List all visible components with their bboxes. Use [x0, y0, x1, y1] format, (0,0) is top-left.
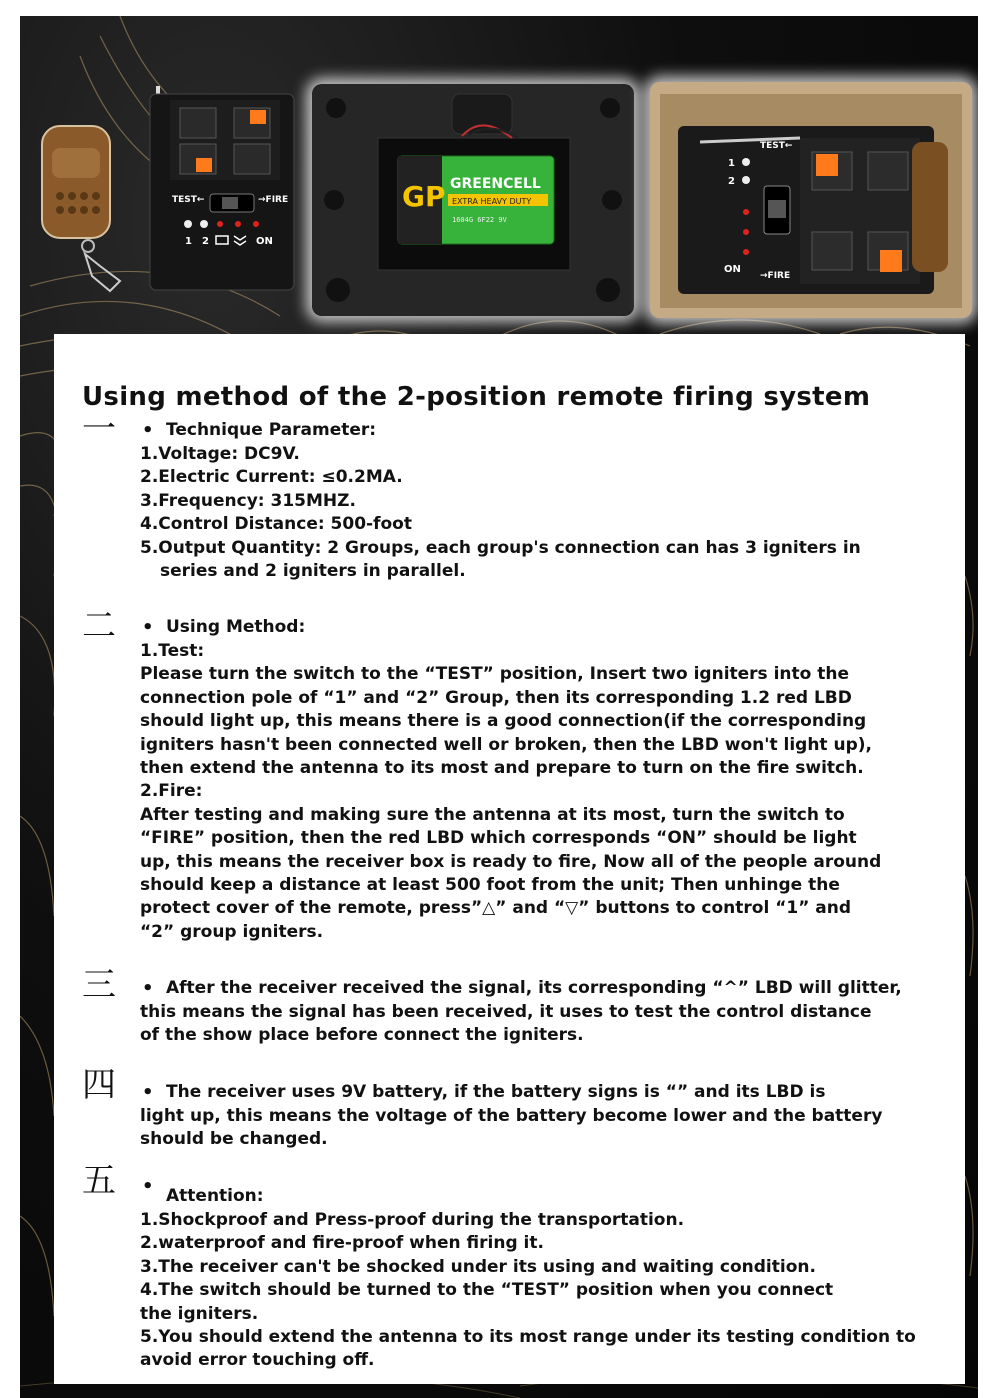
- line: should be changed.: [140, 1129, 328, 1150]
- boxed-ch2-label: 2: [728, 176, 735, 187]
- line: 3.The receiver can't be shocked under its using and waiting condition.: [140, 1256, 816, 1277]
- line: 4.Control Distance: 500-foot: [140, 514, 412, 535]
- section-lines: [140, 1209, 916, 1373]
- receiver-ch1-label: 1: [185, 236, 192, 247]
- line: 1.Shockproof and Press-proof during the transportation.: [140, 1210, 685, 1230]
- boxed-on-label: ON: [724, 264, 741, 275]
- receiver-test-label: TEST←: [172, 195, 205, 205]
- line: 2.Fire:: [140, 781, 203, 802]
- line: up, this means the receiver box is ready to fire, Now all of the people around: [140, 851, 882, 872]
- receiver-fire-label: →FIRE: [258, 195, 289, 205]
- line: protect cover of the remote, press”△” and “▽” buttons to control “1” and: [140, 898, 852, 919]
- bullet-dot: •: [142, 420, 154, 441]
- line: igniters hasn't been connected well or broken, then the LBD won't light up),: [140, 734, 872, 755]
- section-lines: [140, 443, 861, 583]
- boxed-ch1-label: 1: [728, 158, 735, 169]
- section-heading: The receiver uses 9V battery, if the battery signs is “” and its LBD is: [166, 1082, 826, 1102]
- battery-name: GREENCELL: [450, 176, 541, 192]
- battery-photo: [312, 84, 634, 316]
- bullet-dot: •: [142, 1082, 154, 1103]
- battery-code: 1604G 6F22 9V: [452, 216, 507, 224]
- line: 2.waterproof and fire-proof when firing it.: [140, 1233, 544, 1254]
- line: series and 2 igniters in parallel.: [160, 561, 466, 582]
- line: 3.Frequency: 315MHZ.: [140, 490, 356, 511]
- instruction-panel: [54, 334, 965, 1384]
- battery-duty: EXTRA HEAVY DUTY: [452, 197, 532, 206]
- line: After testing and making sure the antenna at its most, turn the switch to: [140, 804, 845, 825]
- line: 1.Voltage: DC9V.: [140, 444, 300, 464]
- line: should light up, this means there is a good connection(if the corresponding: [140, 711, 867, 732]
- page-frame: [20, 16, 978, 1398]
- section-numeral: 四: [82, 1065, 116, 1105]
- line: this means the signal has been received, it uses to test the control distance: [140, 1002, 872, 1022]
- remote-and-receiver-photo: [30, 86, 300, 301]
- line: 2.Electric Current: ≤0.2MA.: [140, 467, 403, 488]
- bullet-dot: •: [142, 1176, 154, 1197]
- line: 5.You should extend the antenna to its most range under its testing condition to: [140, 1327, 916, 1348]
- line: 1.Test:: [140, 641, 205, 661]
- boxed-receiver-illustration: [650, 82, 972, 318]
- section-lines: [140, 1105, 882, 1152]
- section-lines: [140, 640, 881, 944]
- section-numeral: 一: [82, 409, 116, 449]
- line: “FIRE” position, then the red LBD which corresponds “ON” should be light: [140, 828, 857, 849]
- line: Please turn the switch to the “TEST” position, Insert two igniters into the: [140, 664, 850, 685]
- section-numeral: 五: [82, 1161, 116, 1201]
- section-numeral: 二: [82, 606, 116, 646]
- section-lines: [140, 1001, 872, 1048]
- section-heading: After the receiver received the signal, its corresponding “^” LBD will glitter,: [166, 978, 902, 998]
- line: 4.The switch should be turned to the “TEST” position when you connect: [140, 1280, 834, 1301]
- receiver-ch2-label: 2: [202, 236, 209, 247]
- battery-brand: GP: [402, 180, 446, 213]
- line: “2” group igniters.: [140, 921, 324, 942]
- line: of the show place before connect the igniters.: [140, 1025, 584, 1046]
- section-heading: Technique Parameter:: [166, 420, 377, 440]
- page-title: Using method of the 2-position remote firing system: [82, 382, 871, 412]
- line: the igniters.: [140, 1303, 259, 1324]
- line: 5.Output Quantity: 2 Groups, each group's connection can has 3 igniters in: [140, 537, 861, 558]
- line: light up, this means the voltage of the battery become lower and the battery: [140, 1106, 883, 1126]
- section-numeral: 三: [82, 965, 116, 1005]
- boxed-test-label: TEST←: [760, 141, 793, 151]
- remote-receiver-illustration: [30, 86, 300, 301]
- receiver-on-label: ON: [256, 236, 273, 247]
- bullet-dot: •: [142, 978, 154, 999]
- line: then extend the antenna to its most and prepare to turn on the fire switch.: [140, 758, 864, 779]
- line: should keep a distance at least 500 foot from the unit; Then unhinge the: [140, 875, 840, 896]
- bullet-dot: •: [142, 617, 154, 638]
- boxed-receiver-photo: [650, 82, 972, 318]
- boxed-fire-label: →FIRE: [760, 271, 791, 281]
- line: avoid error touching off.: [140, 1350, 375, 1371]
- section-heading: Using Method:: [166, 617, 306, 637]
- battery-illustration: [312, 84, 634, 316]
- section-heading: Attention:: [166, 1186, 264, 1206]
- line: connection pole of “1” and “2” Group, then its corresponding 1.2 red LBD: [140, 687, 852, 708]
